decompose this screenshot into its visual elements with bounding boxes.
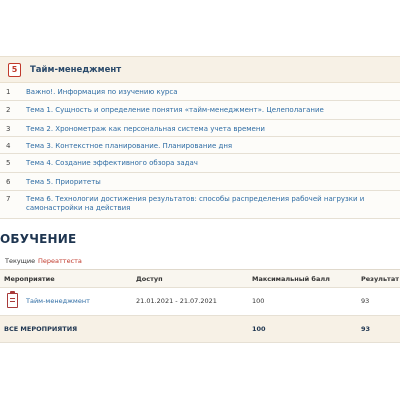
topic-item[interactable] xyxy=(0,173,400,191)
course-title[interactable]: Тайм-менеджмент xyxy=(30,64,122,75)
topic-link[interactable]: Важно!. Информация по изучению курса xyxy=(26,88,178,96)
row-max: 100 xyxy=(252,297,265,305)
topic-number: 2 xyxy=(6,106,11,114)
course-panel xyxy=(0,56,400,219)
topic-item[interactable] xyxy=(0,101,400,120)
col-event: Мероприятие xyxy=(4,275,55,283)
clipboard-icon xyxy=(7,293,18,308)
clipboard-clip xyxy=(10,291,15,294)
topic-link[interactable]: Тема 5. Приоритеты xyxy=(26,178,101,186)
row-event[interactable]: Тайм-менеджмент xyxy=(26,297,90,305)
topic-number: 3 xyxy=(6,125,11,133)
tab-transferred[interactable]: Переаттеста xyxy=(38,257,82,265)
col-max: Максимальный балл xyxy=(252,275,330,283)
learning-table xyxy=(0,270,400,343)
tab-current[interactable]: Текущие xyxy=(5,257,36,265)
tab-bar xyxy=(0,254,400,270)
total-label: ВСЕ МЕРОПРИЯТИЯ xyxy=(4,325,78,333)
row-access: 21.01.2021 - 21.07.2021 xyxy=(136,297,217,305)
topic-item[interactable] xyxy=(0,83,400,101)
topic-link[interactable]: Тема 3. Контекстное планирование. Планирование дня xyxy=(26,142,233,150)
topic-number: 5 xyxy=(6,159,11,167)
col-access: Доступ xyxy=(136,275,163,283)
total-max: 100 xyxy=(252,325,266,333)
topic-number: 4 xyxy=(6,142,11,150)
topic-number: 7 xyxy=(6,195,11,203)
col-result: Результат xyxy=(361,275,399,283)
topic-item[interactable] xyxy=(0,137,400,154)
topic-item[interactable] xyxy=(0,120,400,137)
topic-number: 1 xyxy=(6,88,11,96)
row-result: 93 xyxy=(361,297,370,305)
topic-link[interactable]: Тема 4. Создание эффективного обзора задач xyxy=(26,159,198,167)
calendar-icon: 5 xyxy=(8,63,21,77)
table-row[interactable] xyxy=(0,288,400,316)
course-header[interactable] xyxy=(0,56,400,83)
table-header xyxy=(0,270,400,288)
topic-link[interactable]: Тема 6. Технологии достижения результатов: способы распределения рабочей нагрузки и самонастройки на действия xyxy=(26,195,365,212)
section-title: ОБУЧЕНИЕ xyxy=(0,232,77,246)
topic-list xyxy=(0,83,400,219)
topic-link[interactable]: Тема 2. Хронометраж как персональная система учета времени xyxy=(26,125,265,133)
total-row xyxy=(0,316,400,343)
total-result: 93 xyxy=(361,325,371,333)
topic-link[interactable]: Тема 1. Сущность и определение понятия «тайм-менеджмент». Целеполагание xyxy=(26,106,324,114)
topic-item[interactable] xyxy=(0,191,400,219)
topic-number: 6 xyxy=(6,178,11,186)
topic-item[interactable] xyxy=(0,154,400,173)
